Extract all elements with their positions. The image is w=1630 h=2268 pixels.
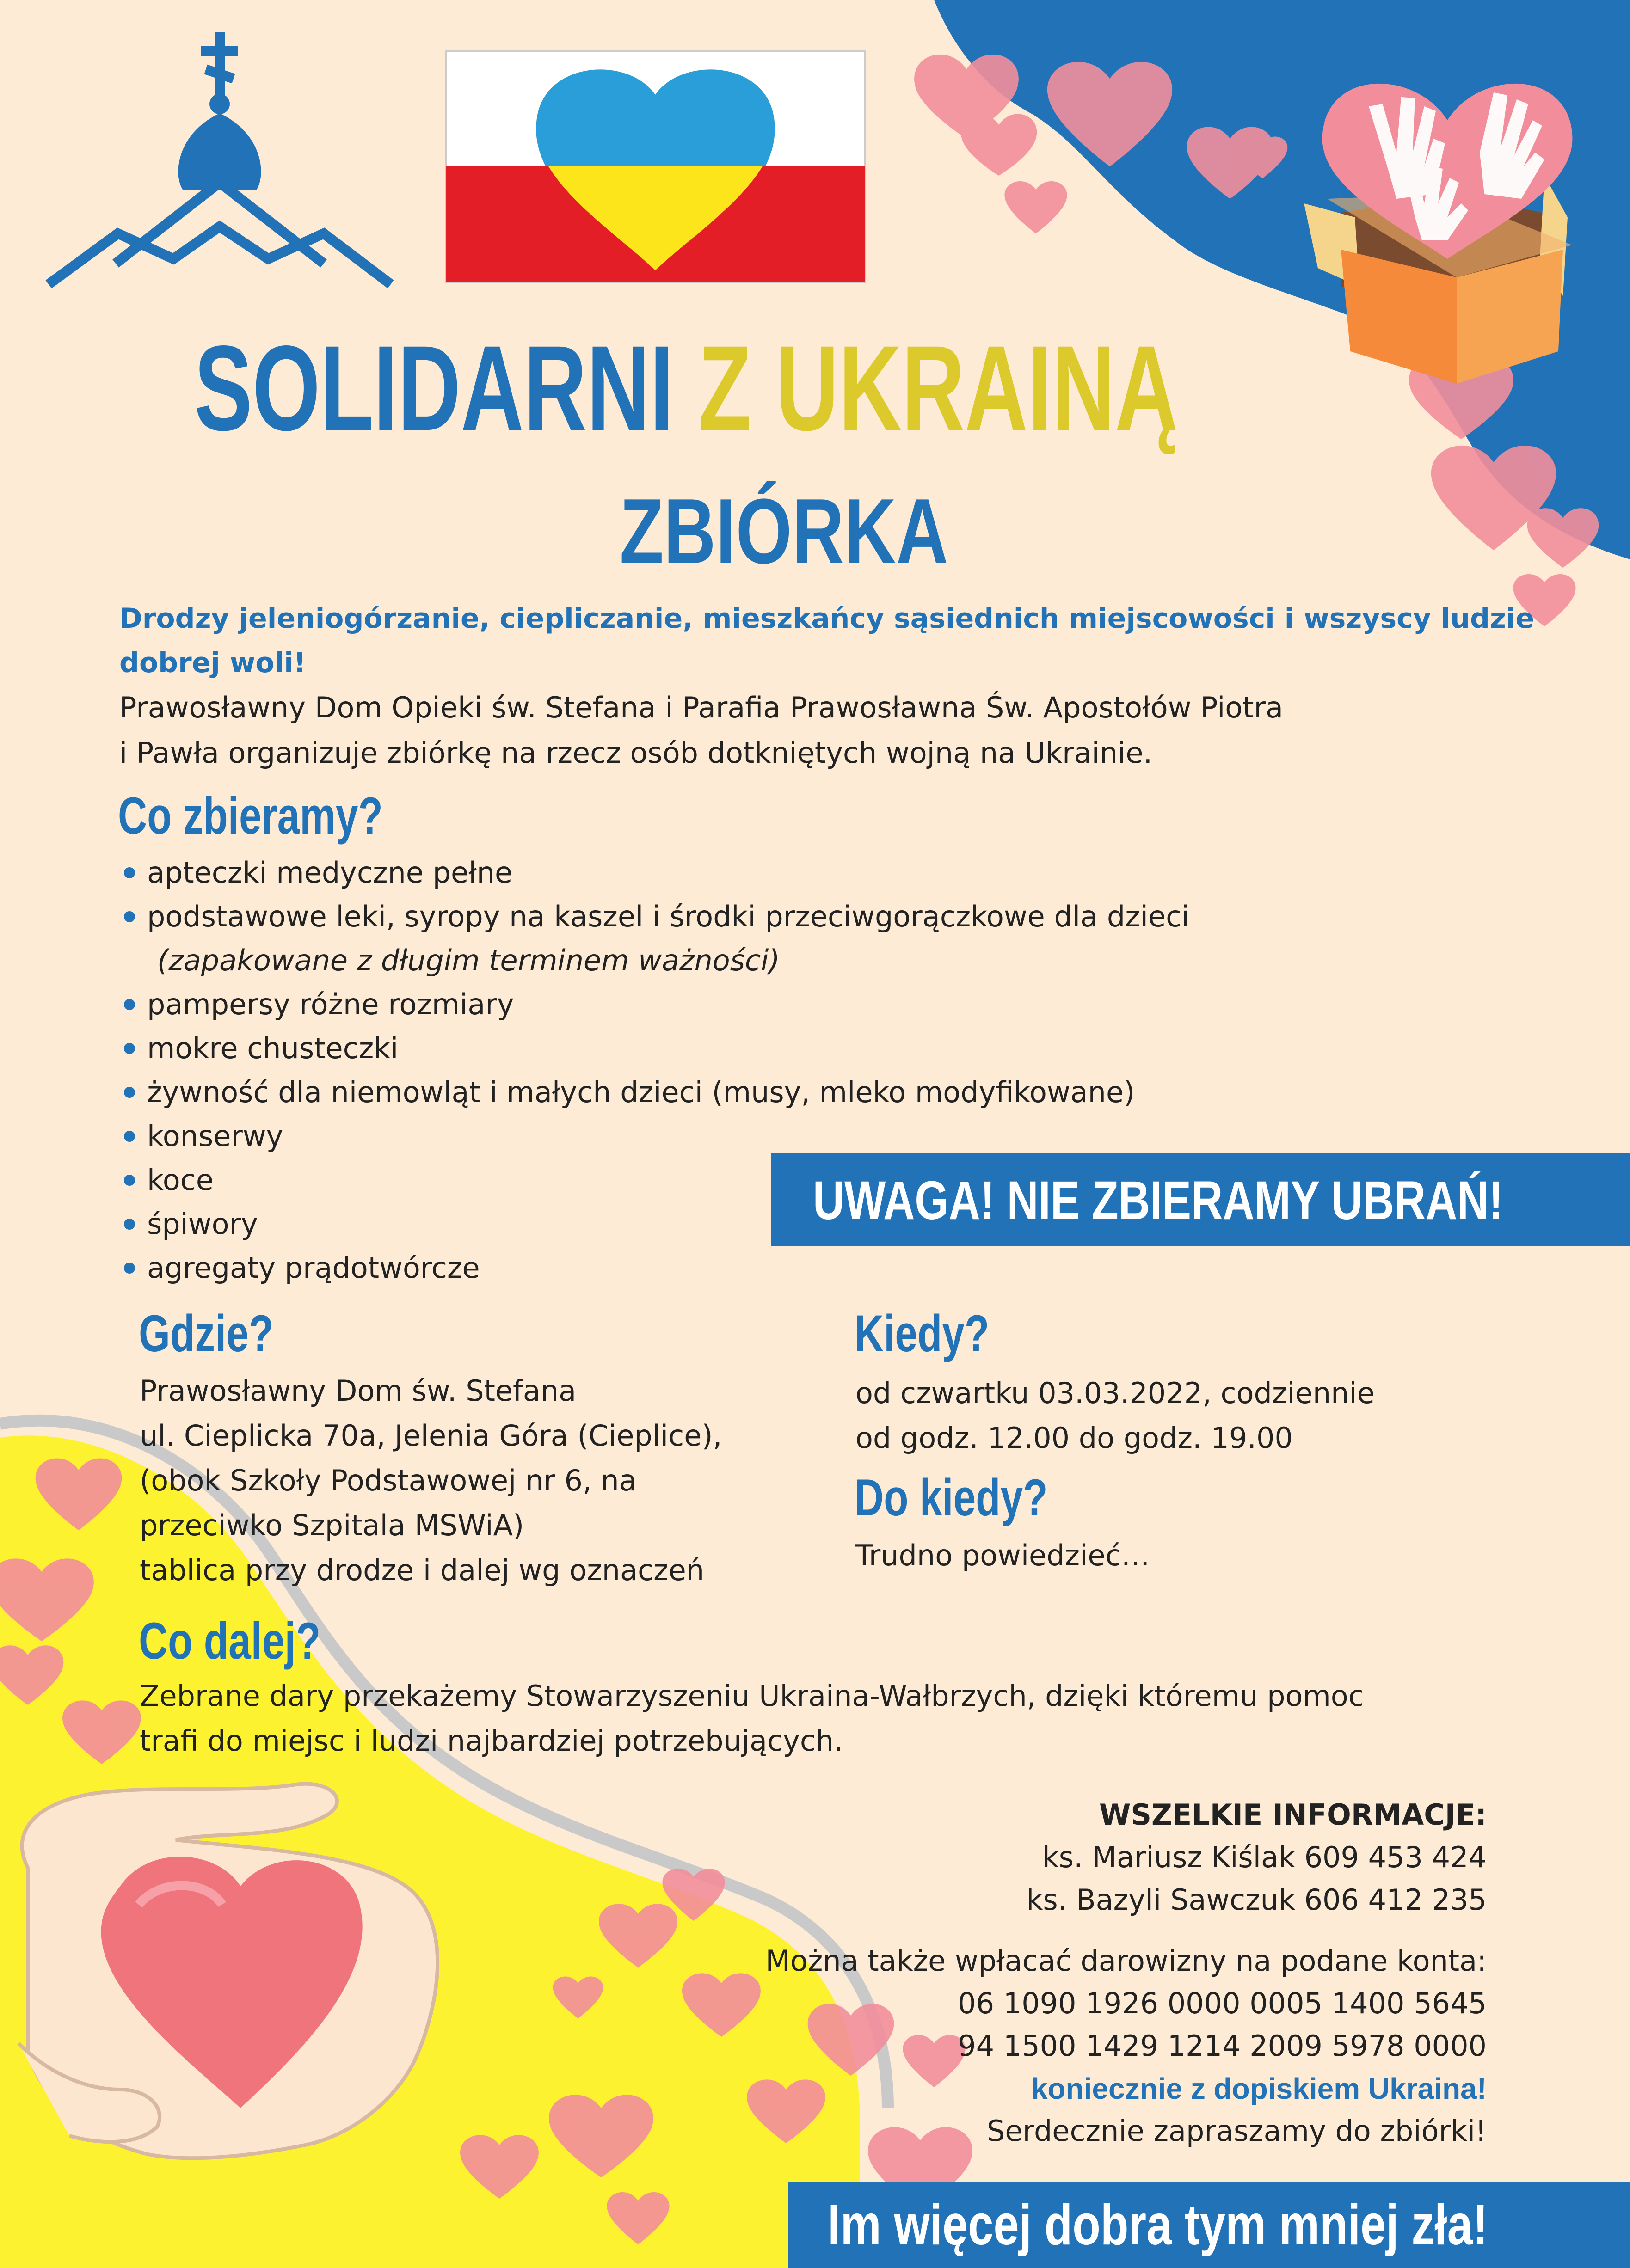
bullet-icon — [124, 1087, 135, 1098]
orthodox-church-icon — [178, 113, 261, 190]
contact-person: ks. Bazyli Sawczuk 606 412 235 — [1026, 1883, 1487, 1917]
where-details — [140, 1368, 722, 1593]
bank-account: 94 1500 1429 1214 2009 5978 0000 — [958, 2029, 1487, 2063]
bullet-icon — [124, 1043, 135, 1054]
until-text: Trudno powiedzieć… — [855, 1539, 1150, 1572]
bullet-icon — [124, 1175, 135, 1186]
list-item-note: (zapakowane z długim terminem ważności) — [157, 944, 780, 977]
intro-text-line: Prawosławny Dom Opieki św. Stefana i Parafia Prawosławna Św. Apostołów Piotra — [119, 691, 1284, 724]
warning-banner — [771, 1153, 1630, 1246]
bullet-icon — [124, 1263, 135, 1274]
when-details — [855, 1371, 1375, 1460]
next-details — [140, 1673, 1364, 1763]
list-item: konserwy — [124, 1114, 1189, 1158]
heart-icon — [1004, 181, 1067, 233]
next-line: trafi do miejsc i ludzi najbardziej potrzebujących. — [140, 1724, 843, 1758]
footer-banner — [788, 2182, 1630, 2268]
bullet-icon — [124, 911, 135, 922]
next-line: Zebrane dary przekażemy Stowarzyszeniu Ukraina-Wałbrzych, dzięki któremu pomoc — [140, 1679, 1364, 1713]
next-heading: Co dalej? — [139, 1612, 321, 1670]
bullet-icon — [124, 999, 135, 1010]
donation-note: koniecznie z dopiskiem Ukraina! — [1031, 2072, 1487, 2105]
greeting-line: dobrej woli! — [119, 647, 307, 679]
warning-text: UWAGA! NIE ZBIERAMY UBRAŃ! — [813, 1170, 1503, 1231]
contact-heading: WSZELKIE INFORMACJE: — [1099, 1798, 1487, 1832]
contact-block — [701, 1794, 1487, 2152]
title-part-1: SOLIDARNI — [194, 320, 674, 456]
list-item: koce — [124, 1158, 1189, 1202]
address-line: Prawosławny Dom św. Stefana — [140, 1374, 577, 1408]
page-title — [194, 319, 1178, 458]
bullet-icon — [124, 867, 135, 878]
when-heading: Kiedy? — [855, 1305, 990, 1362]
address-line: ul. Cieplicka 70a, Jelenia Góra (Cieplice), — [140, 1419, 722, 1453]
orthodox-church-icon — [209, 94, 230, 114]
footer-slogan: Im więcej dobra tym mniej zła! — [828, 2193, 1488, 2257]
when-line: od godz. 12.00 do godz. 19.00 — [855, 1421, 1293, 1455]
bank-account: 06 1090 1926 0000 0005 1400 5645 — [958, 1986, 1487, 2020]
invitation: Serdecznie zapraszamy do zbiórki! — [987, 2114, 1487, 2148]
where-heading: Gdzie? — [139, 1305, 274, 1362]
list-item: śpiwory — [124, 1202, 1189, 1246]
list-item: żywność dla niemowląt i małych dzieci (musy, mleko modyfikowane) — [124, 1070, 1189, 1114]
donation-box-illustration — [1304, 84, 1572, 384]
list-item: podstawowe leki, syropy na kaszel i środki przeciwgorączkowe dla dzieci — [124, 895, 1189, 938]
heart-icon — [961, 114, 1037, 176]
address-line: przeciwko Szpitala MSWiA) — [140, 1508, 524, 1542]
until-heading: Do kiedy? — [855, 1469, 1048, 1526]
list-item: agregaty prądotwórcze — [124, 1246, 1189, 1290]
address-line: (obok Szkoły Podstawowej nr 6, na — [140, 1464, 637, 1497]
list-item: apteczki medyczne pełne — [124, 851, 1189, 895]
title-part-2: Z UKRAINĄ — [698, 320, 1178, 456]
poland-ukraine-heart-flag — [446, 51, 865, 282]
intro — [119, 596, 1534, 776]
greeting-line: Drodzy jeleniogórzanie, ciepliczanie, mieszkańcy sąsiednich miejscowości i wszyscy ludzie — [119, 602, 1535, 635]
list-item: mokre chusteczki — [124, 1026, 1189, 1070]
when-line: od czwartku 03.03.2022, codziennie — [855, 1376, 1375, 1410]
list-item: pampersy różne rozmiary — [124, 982, 1189, 1026]
collect-heading: Co zbieramy? — [118, 787, 383, 845]
donation-intro: Można także wpłacać darowizny na podane konta: — [765, 1944, 1487, 1978]
intro-text-line: i Pawła organizuje zbiórkę na rzecz osób dotkniętych wojną na Ukrainie. — [119, 736, 1153, 770]
contact-person: ks. Mariusz Kiślak 609 453 424 — [1042, 1840, 1487, 1874]
bullet-icon — [124, 1131, 135, 1142]
address-line: tablica przy drodze i dalej wg oznaczeń — [140, 1553, 705, 1587]
bullet-icon — [124, 1219, 135, 1230]
page-subtitle: ZBIÓRKA — [620, 480, 948, 583]
